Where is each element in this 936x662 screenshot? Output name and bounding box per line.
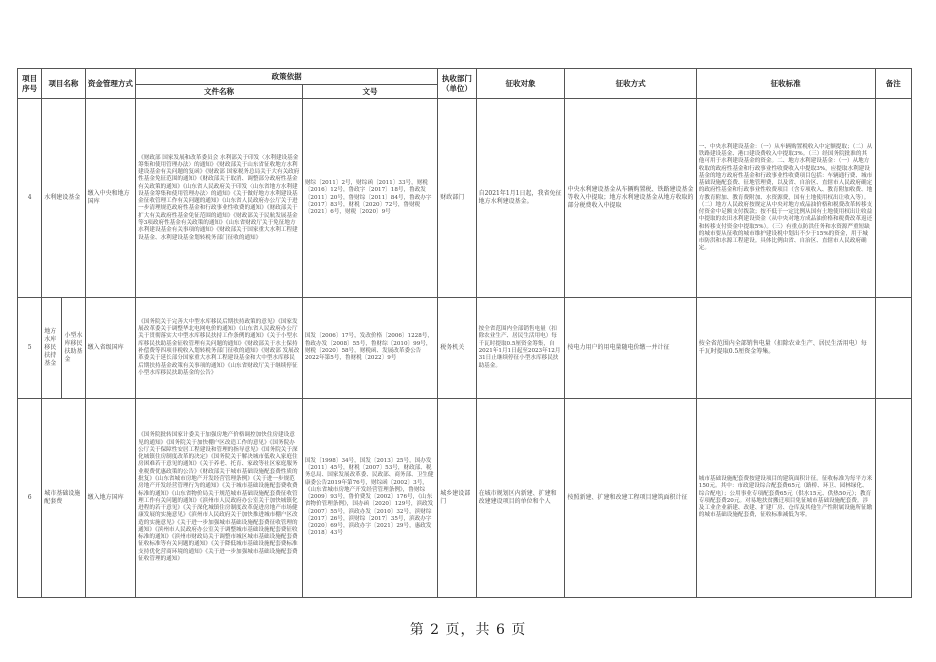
row-doc-name: 《国务院关于完善大中型水库移民后期扶持政策的意见》《国家发展改革委关于调整华北电网电价的通知》《山东省人民政府办公厅关于贯彻落实大中型水库移民扶持工作条例的通知》《关于小型水库移民扶助基金征收管理有关问题的通知》《财政部关于水土保持补偿费等四项非税收入划转税务部门征收的通知》《财政部 发展改革委关于延长部分国家重大水利工程建设基金和大中型水库移民后期扶持基金政策有关事项的通知》《山东省财政厅关于继续停征小型水库移民扶助基金的公告》 (136, 298, 303, 398)
row-name: 地方水库移民扶持基金 (42, 298, 62, 398)
row-remark (875, 99, 911, 298)
row-name: 城市基础设施配套费 (42, 398, 85, 597)
col-policy-basis: 政策依据 (136, 69, 438, 85)
col-seq: 项目序号 (18, 69, 42, 99)
row-dept: 城乡建设部门 (438, 398, 476, 597)
col-remark: 备注 (875, 69, 911, 99)
row-remark (875, 398, 911, 597)
row-dept: 财政部门 (438, 99, 476, 298)
col-method: 征收方式 (565, 69, 696, 99)
fee-policy-table (17, 68, 912, 598)
row-remark (875, 298, 911, 398)
page-number: 第 2 页，共 6 页 (409, 622, 527, 638)
row-seq: 6 (18, 398, 42, 597)
row-target: 在城市规划区内新建、扩建和改建建设项目的单位和个人 (476, 398, 565, 597)
row-treasury: 缴入中央和地方国库 (85, 99, 136, 298)
col-doc-no: 文号 (302, 85, 437, 99)
row-standard: 城市基础设施配套费按建设项目的建筑面积计征。征收标准为每平方米150元。其中：市政建设综合配套费65元（路桥、环卫、园林绿化、综合配电）；公用事业专项配套费65元（供水15元、供热50元）；教育专项配套费20元。对易地扶贫搬迁项目免征城市基础设施配套费。涉及工业企业新建、改建、扩建厂房、仓库及其他生产性附属设施所征缴的城市基础设施配套费，征收标准减低为零。 (696, 398, 875, 597)
row-name: 水利建设基金 (42, 99, 85, 298)
row-dept: 税务机关 (438, 298, 476, 398)
row-target: 按全省范围内全部销售电量（扣除农业生产、居民生活用电）每千瓦时提取0.5厘资金筹集，自2021年1月1日起至2023年12月31日止继续停征小型水库移民扶助基金。 (476, 298, 565, 398)
table-row (18, 398, 912, 597)
row-doc-name: 《财政部 国家发展和改革委员会 水利部关于印发〈水利建设基金筹集和使用管理办法〉的通知》《财政部关于山东省征收地方水利建设基金有关问题的复函》《财政部 国家税务总局关于大有关政府性基金免征范围的通知》《财政部关于取消、调整部分政府性基金有关政策的通知》《山东省人民政府关于印发〈山东省地方水利建设基金筹集和使用管理办法〉的通知》《关于做好地方水利建设基金征收管理工作有关问题的通知》《山东省人民政府办公厅关于进一步清理规范政府性基金和行政事业性收费的通知》《财政部关于扩大有关政府性基金免征范围的通知》《财政部关于民航发展基金等3项政府性基金有关政策的通知》《山东省财政厅关于免征地方水利建设基金有关事项的通知》《财政部关于国家重大水利工程建设基金、水利建设基金划转税务部门征收的通知》 (136, 99, 303, 298)
row-target: 自2021年1月1日起，我省免征地方水利建设基金。 (476, 99, 565, 298)
header-row-1 (18, 69, 912, 85)
col-dept: 执收部门（单位） (438, 69, 476, 99)
row-subname: 小型水库移民扶助基金 (62, 298, 85, 398)
col-doc-name: 文件名称 (136, 85, 303, 99)
row-doc-name: 《国务院批转国家计委关于加强房地产价格调控加快住房建设意见的通知》《国务院关于加快棚户区改造工作的意见》《国务院办公厅关于保障性安居工程建设和管理的指导意见》《国务院关于深化城镇住房制度改革的决定》《国务院关于解决城市低收入家庭住房困难若干意见的通知》《关于养老、托育、家政等社区家庭服务业税费优惠政策的公告》《财政部关于城市基础设施配套费性质的批复》《山东省城市房地产开发经营管理条例》《关于进一步规范房地产开发经营管理行为的通知》《关于城市基础设施配套费收费标准的通知》《山东省物价局关于规范城市基础设施配套费征收管理工作有关问题的通知》《滨州市人民政府办公室关于加快城镇化进程的若干意见》《关于深化城镇住房制度改革促进房地产市场健康发展的实施意见》《滨州市人民政府关于加快推进城市棚户区改造的实施意见》《关于进一步加强城市基础设施配套费征收管理的通知》《滨州市人民政府办公室关于调整城市基础设施配套费征收标准的通知》《滨州市财政局关于调整市城区城市基础设施配套费征收标准等有关问题的通知》《关于降低城市基础设施配套费标准支持优化营商环境的通知》《关于进一步加强城市基础设施配套费征收管理的通知》 (136, 398, 303, 597)
row-standard: 按全省范围内全部销售电量（扣除农业生产、居民生活用电）每千瓦时提取0.5厘资金筹集。 (696, 298, 875, 398)
row-method: 按电力用户的用电量随电价缴一并计征 (565, 298, 696, 398)
row-seq: 5 (18, 298, 42, 398)
table-row (18, 298, 912, 398)
col-name: 项目名称 (42, 69, 85, 99)
row-method: 中央水利建设基金从车辆购置税、铁路建设基金等收入中提取；地方水利建设基金从地方收取的部分税费收入中提取 (565, 99, 696, 298)
row-treasury: 缴入省级国库 (85, 298, 136, 398)
col-target: 征收对象 (476, 69, 565, 99)
row-doc-no: 国发〔1998〕34号，国发〔2013〕25号，国办发〔2011〕45号，财税〔2007〕53号，财政部、税务总局、国家发展改革委、民政部、商务部、卫生健康委公告2019年第76号，财综函〔2002〕3号，《山东省城市房地产开发经营管理条例》，鲁财综〔2009〕93号，鲁价费发〔2002〕176号，《山东省物价管理条例》，国办函〔2020〕129号，滨政发〔2007〕55号，滨政办发〔2010〕32号，滨财综〔2017〕26号，滨财综〔2017〕35号，滨政办字〔2020〕69号，滨政办字〔2021〕29号，惠政发〔2018〕43号 (302, 398, 437, 597)
row-seq: 4 (18, 99, 42, 298)
row-doc-no: 财综〔2011〕2号，财综函〔2011〕33号，财税〔2016〕12号，鲁政字〔2017〕18号，鲁政发〔2011〕20号，鲁财综〔2011〕84号，鲁政办字〔2017〕83号，财税〔2020〕72号，鲁财税〔2021〕6号，财税〔2020〕9号 (302, 99, 437, 298)
table-row (18, 99, 912, 298)
row-treasury: 缴入地方国库 (85, 398, 136, 597)
col-treasury: 资金管理方式 (85, 69, 136, 99)
col-standard: 征收标准 (696, 69, 875, 99)
row-method: 按照新建、扩建和改建工程项目建筑面积计征 (565, 398, 696, 597)
row-doc-no: 国发〔2006〕17号，发改价格〔2006〕1228号，鲁政办发〔2008〕55号，鲁财综〔2010〕99号，财税〔2020〕58号，财税函、发展改革委公告2022年第5号，鲁财税〔2022〕9号 (302, 298, 437, 398)
row-standard: 一、中央水利建设基金：（一）从车辆购置税收入中定额提取；（二）从铁路建设基金、港口建设费收入中提取3%。（三）经国务院批准的其他可用于水利建设基金的资金。二、地方水利建设基金：（一）从地方收取的政府性基金和行政事业性收费收入中提取3%，应提取水利建设基金的地方政府性基金和行政事业性收费项目包括：车辆通行费、城市基础设施配套费、征地管理费，以及省、自治区、直辖市人民政府确定的政府性基金和行政事业性收费项目（含专项收入、教育附加收费、地方教育附加、教育费附加、水资源费，国有土地使用权出让收入等）。（二）地方人民政府按规定从中央对地方成品油价格和税费改革转移支付资金中足额支付拨款；按不低于一定比例从国有土地使用权出让收益中提取的农田水利建设资金（从中央对地方成品油价格和税费改革返还和转移支付资金中提取5%）。（三）有重点防洪任务和水资源严重短缺的城市要从征收的城市维护建设税中划出不少于15%的资金，用于城市防洪和水源工程建设。具体比例由省、自治区、直辖市人民政府确定。 (696, 99, 875, 298)
